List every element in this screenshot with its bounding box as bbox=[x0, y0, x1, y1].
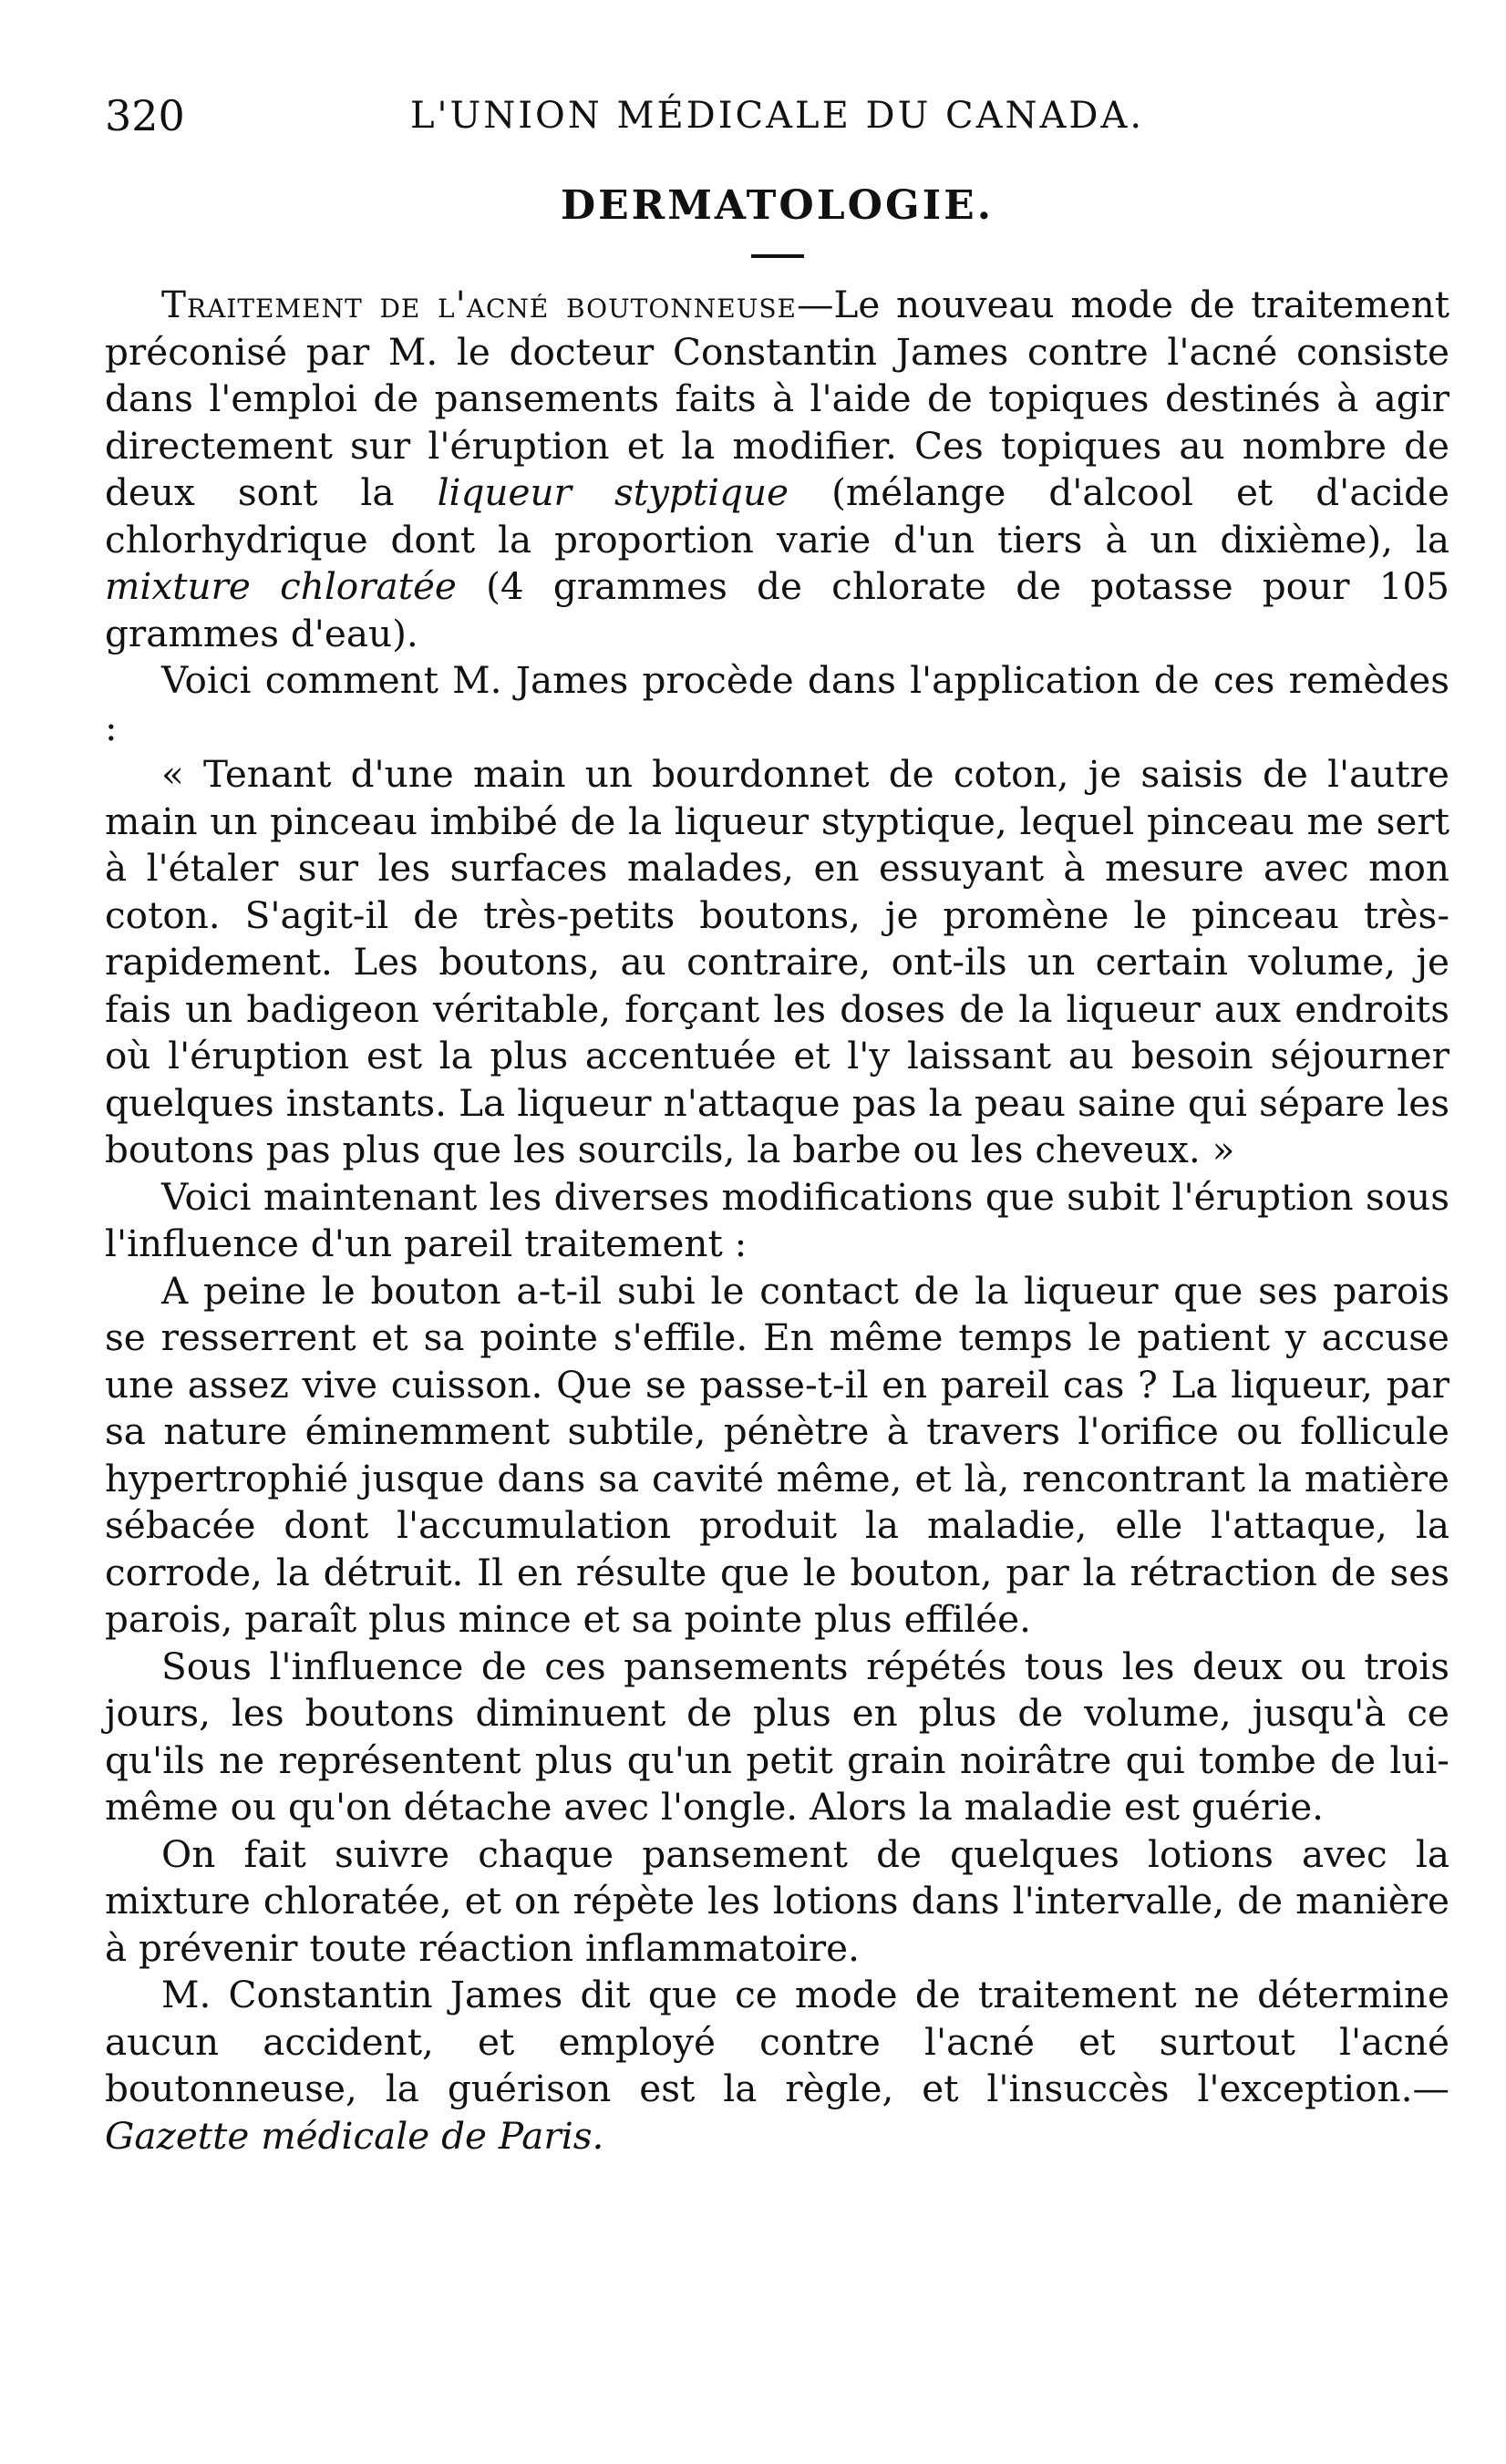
paragraph-8-text: M. Constantin James dit que ce mode de traitement ne détermine aucun accident, et employé contre l'acné et surtout l'acné boutonneuse, la guérison est la règle, et l'insuccès l'exception.— bbox=[105, 1973, 1449, 2110]
page-number: 320 bbox=[105, 91, 185, 140]
title-rule bbox=[751, 254, 804, 258]
term-liqueur-styptique: liqueur styptique bbox=[437, 470, 789, 514]
paragraph-7: On fait suivre chaque pansement de quelques lotions avec la mixture chloratée, et on répète les lotions dans l'intervalle, de manière à prévenir toute réaction inflammatoire. bbox=[105, 1831, 1449, 1970]
term-mixture-chloratee: mixture chloratée bbox=[105, 564, 457, 608]
paragraph-1 bbox=[105, 282, 1449, 657]
article-body bbox=[105, 282, 1449, 2160]
paragraph-3-quote: « Tenant d'une main un bourdonnet de coton, je saisis de l'autre main un pinceau imbibé de la liqueur styptique, lequel pinceau me sert à l'étaler sur les surfaces malades, en essuyant à mesure avec mon coton. S'agit-il de très-petits boutons, je promène le pinceau très-rapidement. Les boutons, au contraire, ont-ils un certain volume, je fais un badigeon véritable, forçant les doses de la liqueur aux endroits où l'éruption est la plus accentuée et l'y laissant au besoin séjourner quelques instants. La liqueur n'attaque pas la peau saine qui sépare les boutons pas plus que les sourcils, la barbe ou les cheveux. » bbox=[105, 752, 1449, 1171]
section-title: DERMATOLOGIE. bbox=[560, 182, 995, 229]
page-header bbox=[105, 91, 1449, 155]
journal-page bbox=[105, 91, 1449, 2160]
paragraph-2: Voici comment M. James procède dans l'application de ces remèdes : bbox=[105, 658, 1449, 749]
paragraph-5: A peine le bouton a-t-il subi le contact de la liqueur que ses parois se resserrent et sa pointe s'effile. En même temps le patient y accuse une assez vive cuisson. Que se passe-t-il en pareil cas ? La liqueur, par sa nature éminemment subtile, pénètre à travers l'orifice ou follicule hypertrophié jusque dans sa cavité même, et là, rencontrant la matière sébacée dont l'accumulation produit la maladie, elle l'attaque, la corrode, la détruit. Il en résulte que le bouton, par la rétraction de ses parois, paraît plus mince et sa pointe plus effilée. bbox=[105, 1268, 1449, 1641]
article-lead-title: Traitement de l'acné boutonneuse bbox=[161, 283, 797, 326]
paragraph-1-text-c: (4 grammes de chlorate de potasse pour 105 grammes d'eau). bbox=[105, 564, 1449, 655]
paragraph-4: Voici maintenant les diverses modifications que subit l'éruption sous l'influence d'un pareil traitement : bbox=[105, 1174, 1449, 1265]
paragraph-1-text-a: Le nouveau mode de traitement préconisé par M. le docteur Constantin James contre l'acné consiste dans l'emploi de pansements faits à l'aide de topiques destinés à agir directement sur l'éruption et la modifier. Ces topiques au nombre de deux sont la bbox=[105, 283, 1449, 514]
paragraph-6: Sous l'influence de ces pansements répétés tous les deux ou trois jours, les boutons diminuent de plus en plus de volume, jusqu'à ce qu'ils ne représentent plus qu'un petit grain noirâtre qui tombe de lui-même ou qu'on détache avec l'ongle. Alors la maladie est guérie. bbox=[105, 1644, 1449, 1829]
paragraph-8 bbox=[105, 1972, 1449, 2160]
lead-dash: — bbox=[796, 283, 834, 326]
running-title: L'UNION MÉDICALE DU CANADA. bbox=[409, 95, 1145, 137]
paragraph-1-text-b: (mélange d'alcool et d'acide chlorhydrique dont la proportion varie d'un tiers à un dixième), la bbox=[105, 470, 1449, 562]
source-citation: Gazette médicale de Paris. bbox=[105, 2113, 604, 2158]
